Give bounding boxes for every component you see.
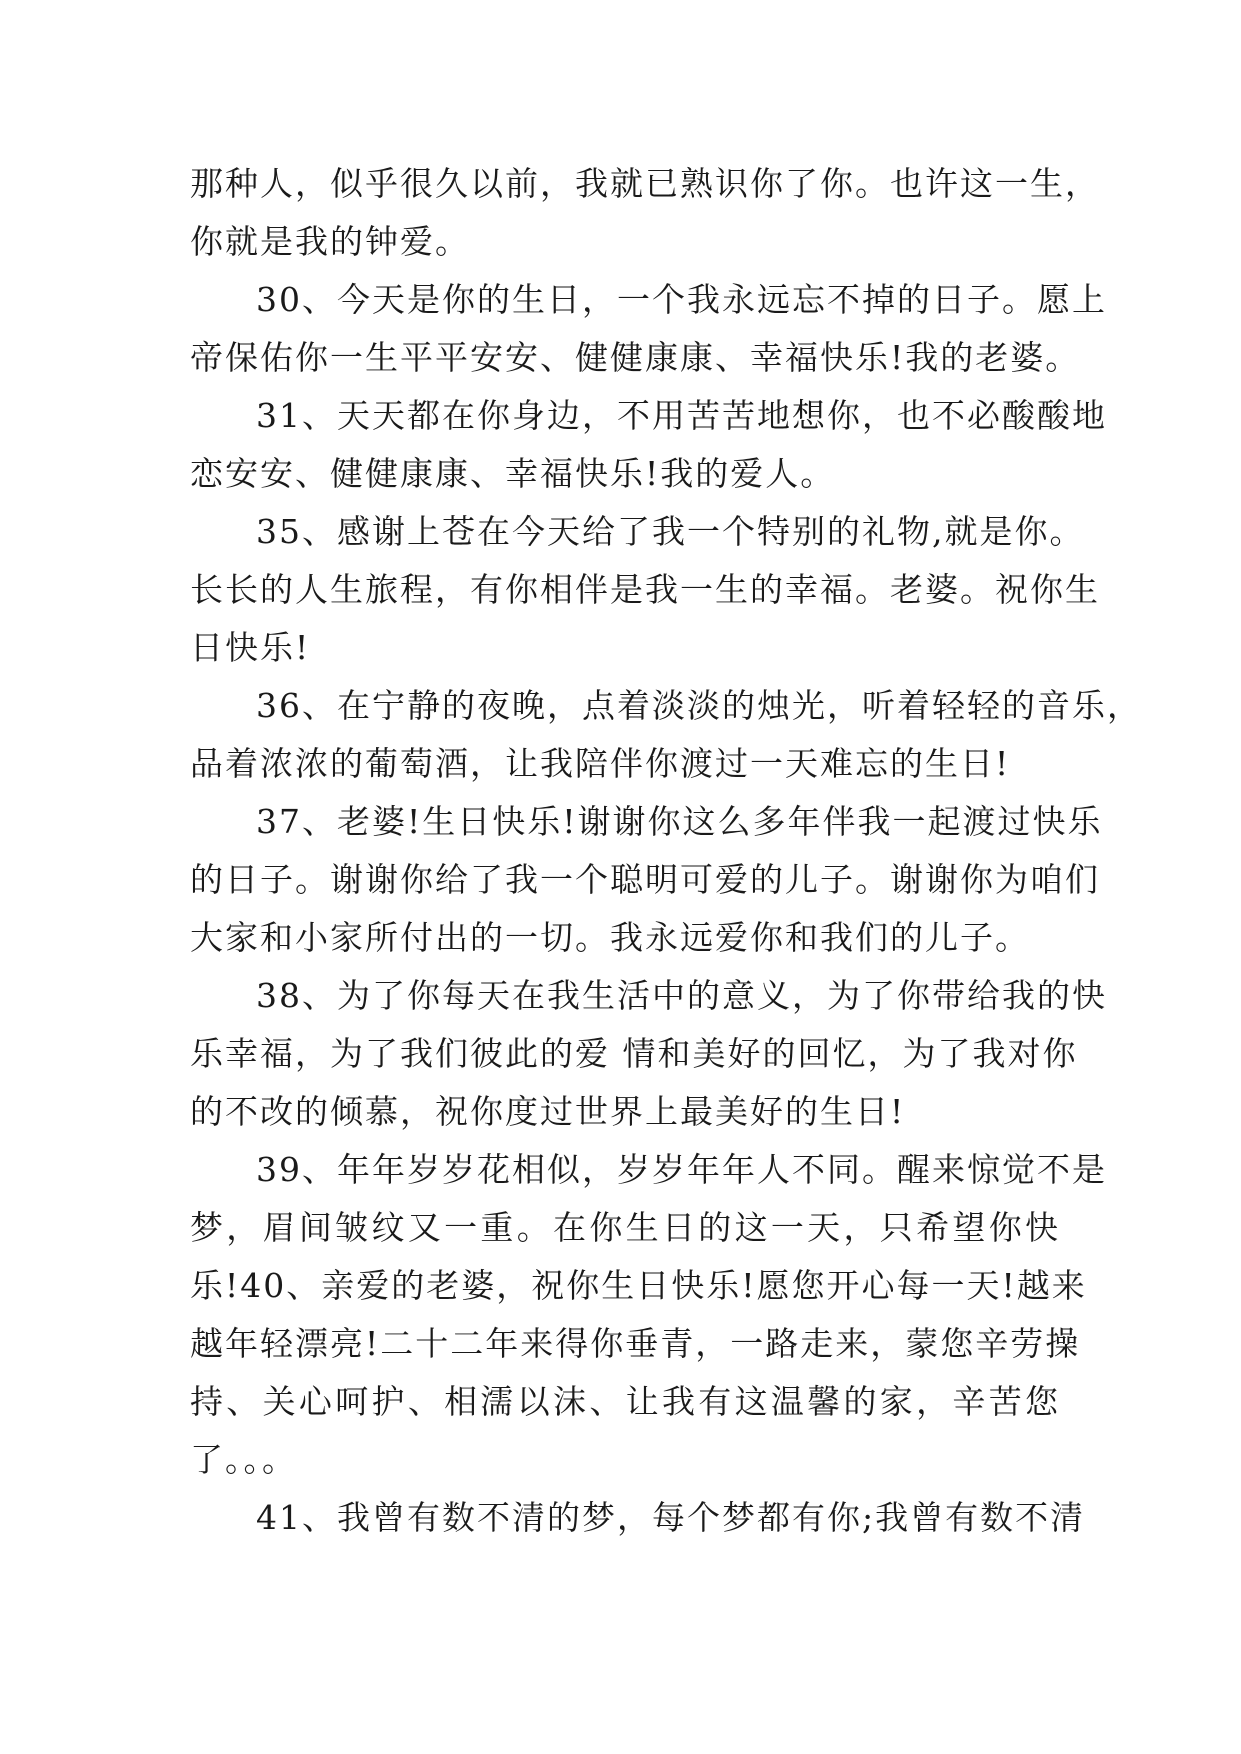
text-line: 梦，眉间皱纹又一重。在你生日的这一天，只希望你快 (190, 1208, 1060, 1247)
text-line: 大家和小家所付出的一切。我永远爱你和我们的儿子。 (190, 918, 1030, 957)
text-line: 41、我曾有数不清的梦，每个梦都有你;我曾有数不清 (256, 1498, 1086, 1537)
text-line: 的日子。谢谢你给了我一个聪明可爱的儿子。谢谢你为咱们 (190, 860, 1100, 899)
text-line: 品着浓浓的葡萄酒，让我陪伴你渡过一天难忘的生日! (190, 744, 1011, 783)
text-line: 31、天天都在你身边，不用苦苦地想你，也不必酸酸地 (256, 396, 1107, 435)
paragraph-35 (190, 503, 1100, 677)
text-line: 39、年年岁岁花相似，岁岁年年人不同。醒来惊觉不是 (256, 1150, 1107, 1189)
text-line: 越年轻漂亮!二十二年来得你垂青，一路走来，蒙您辛劳操 (190, 1324, 1081, 1363)
paragraph-38 (190, 967, 1107, 1141)
text-line: 乐幸福，为了我们彼此的爱 情和美好的回忆，为了我对你 (190, 1034, 1078, 1073)
text-line: 你就是我的钟爱。 (190, 222, 470, 261)
text-line: 35、感谢上苍在今天给了我一个特别的礼物,就是你。 (256, 512, 1085, 551)
text-line: 的不改的倾慕，祝你度过世界上最美好的生日! (190, 1092, 906, 1131)
text-line: 长长的人生旅程，有你相伴是我一生的幸福。老婆。祝你生 (190, 570, 1100, 609)
paragraph-31 (190, 387, 1107, 503)
text-line: 那种人，似乎很久以前，我就已熟识你了你。也许这一生， (190, 164, 1100, 203)
paragraph-29-continued (190, 155, 1100, 271)
paragraph-37 (190, 793, 1103, 967)
text-line: 38、为了你每天在我生活中的意义，为了你带给我的快 (256, 976, 1107, 1015)
text-line: 日快乐! (190, 628, 311, 667)
text-line: 36、在宁静的夜晚，点着淡淡的烛光，听着轻轻的音乐， (256, 686, 1142, 725)
text-line: 乐!40、亲爱的老婆，祝你生日快乐!愿您开心每一天!越来 (190, 1266, 1087, 1305)
paragraph-36 (190, 677, 1142, 793)
text-line: 持、关心呵护、相濡以沫、让我有这温馨的家，辛苦您 (190, 1382, 1060, 1421)
text-line: 帝保佑你一生平平安安、健健康康、幸福快乐!我的老婆。 (190, 338, 1081, 377)
text-line: 30、今天是你的生日，一个我永远忘不掉的日子。愿上 (256, 280, 1107, 319)
paragraph-30 (190, 271, 1107, 387)
paragraph-41 (190, 1489, 1086, 1547)
text-line: 了。。。 (190, 1440, 297, 1479)
paragraph-39 (190, 1141, 1107, 1489)
text-line: 37、老婆!生日快乐!谢谢你这么多年伴我一起渡过快乐 (256, 802, 1103, 841)
document-page (190, 155, 1142, 1547)
text-line: 恋安安、健健康康、幸福快乐!我的爱人。 (190, 454, 836, 493)
